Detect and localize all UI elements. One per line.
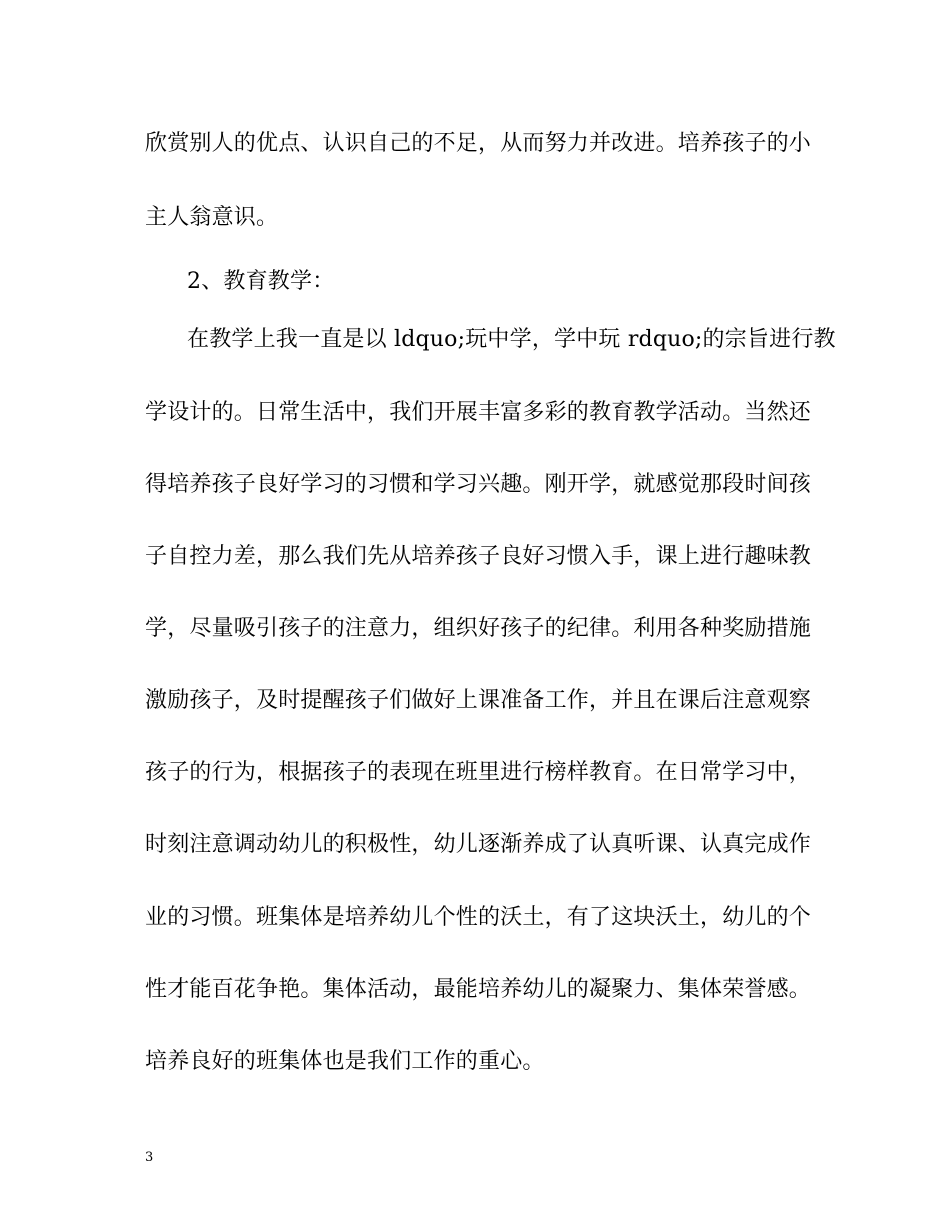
body-text-line: 激励孩子，及时提醒孩子们做好上课准备工作，并且在课后注意观察 (145, 688, 812, 713)
body-text-line: 性才能百花争艳。集体活动，最能培养幼儿的凝聚力、集体荣誉感。 (145, 977, 812, 1002)
section-heading: 2、教育教学： (187, 269, 335, 294)
body-text-line: 培养良好的班集体也是我们工作的重心。 (145, 1049, 545, 1074)
body-text-line: 孩子的行为，根据孩子的表现在班里进行榜样教育。在日常学习中， (145, 760, 812, 785)
body-text-line: 在教学上我一直是以 ldquo;玩中学，学中玩 rdquo;的宗旨进行教 (187, 327, 836, 352)
body-text-line: 学，尽量吸引孩子的注意力，组织好孩子的纪律。利用各种奖励措施 (145, 616, 812, 641)
page-number: 3 (145, 1150, 154, 1165)
body-text-line: 主人翁意识。 (145, 205, 279, 230)
body-text-line: 业的习惯。班集体是培养幼儿个性的沃土，有了这块沃土，幼儿的个 (145, 905, 812, 930)
body-text-line: 学设计的。日常生活中，我们开展丰富多彩的教育教学活动。当然还 (145, 400, 812, 425)
body-text-line: 欣赏别人的优点、认识自己的不足，从而努力并改进。培养孩子的小 (145, 131, 812, 156)
body-text-line: 子自控力差，那么我们先从培养孩子良好习惯入手，课上进行趣味教 (145, 544, 812, 569)
body-text-line: 时刻注意调动幼儿的积极性，幼儿逐渐养成了认真听课、认真完成作 (145, 832, 812, 857)
body-text-line: 得培养孩子良好学习的习惯和学习兴趣。刚开学，就感觉那段时间孩 (145, 472, 812, 497)
